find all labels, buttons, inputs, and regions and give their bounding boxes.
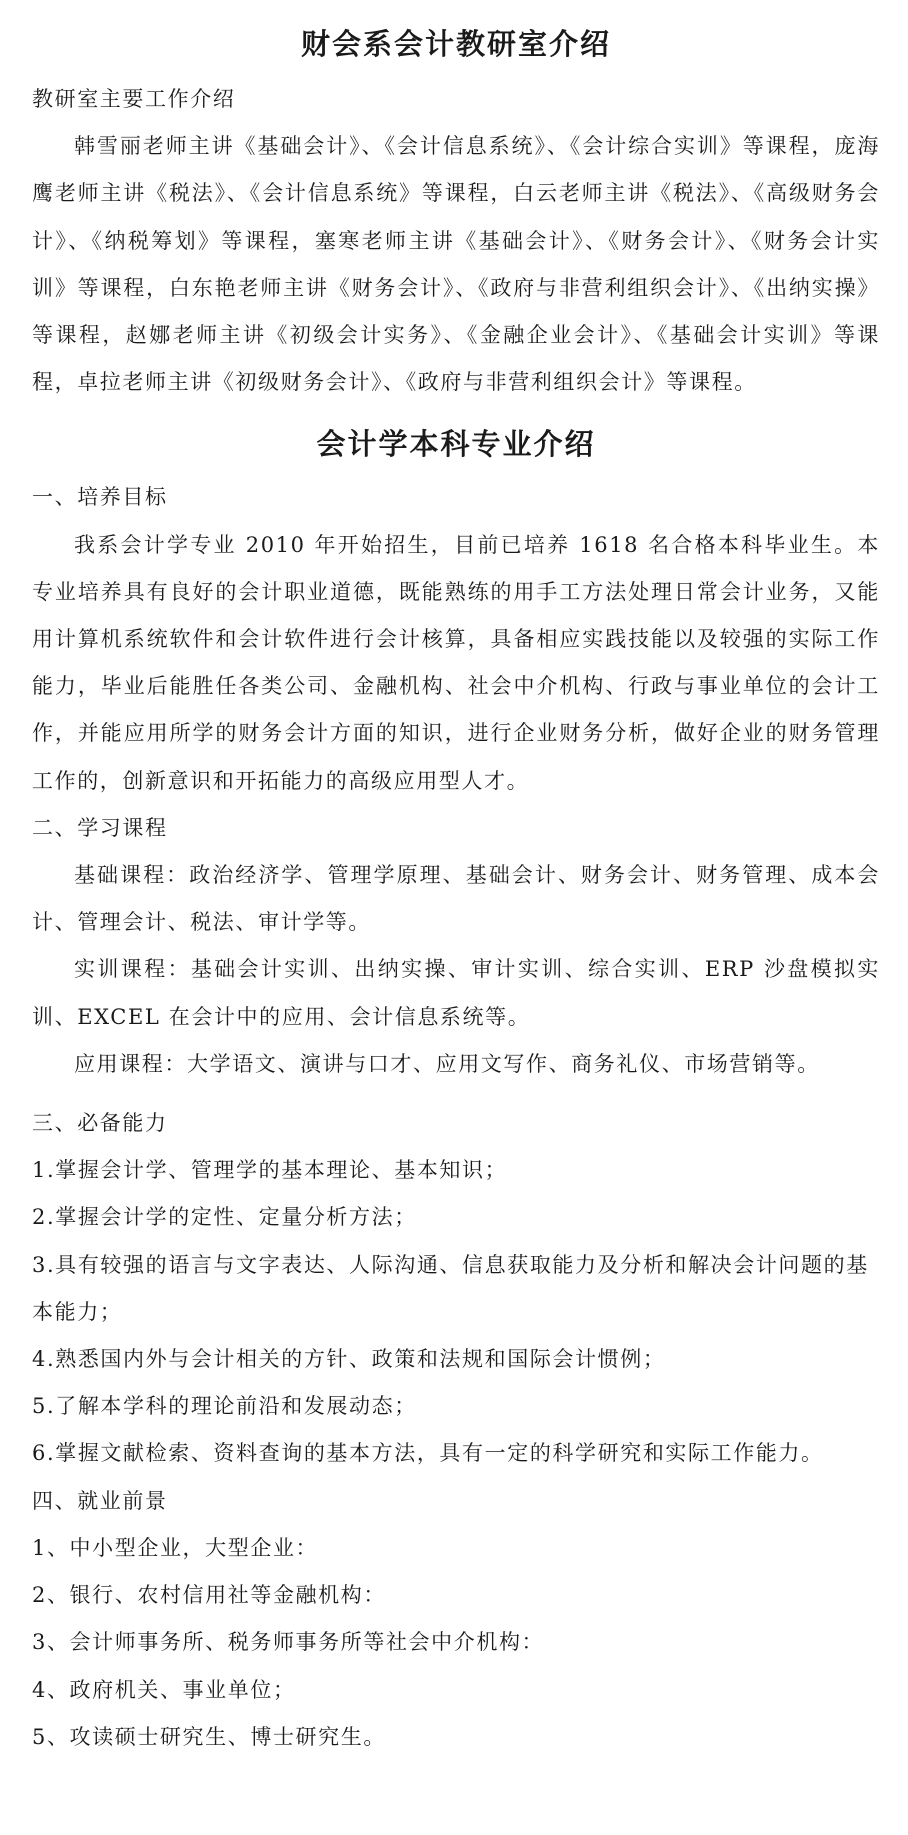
goal-paragraph: 我系会计学专业 2010 年开始招生，目前已培养 1618 名合格本科毕业生。本专业培养具有良好的会计职业道德，既能熟练的用手工方法处理日常会计业务，又能用计算机系统软件和会计软件进行会计核算，具备相应实践技能以及较强的实际工作能力，毕业后能胜任各类公司、金融机构、社会中介机构、行政与事业单位的会计工作，并能应用所学的财务会计方面的知识，进行企业财务分析，做好企业的财务管理工作的，创新意识和开拓能力的高级应用型人才。 — [32, 532, 880, 793]
career-item: 1、中小型企业，大型企业： — [32, 1535, 319, 1560]
ability-item: 4.熟悉国内外与会计相关的方针、政策和法规和国际会计惯例； — [32, 1347, 666, 1372]
careers-heading: 四、就业前景 — [32, 1488, 168, 1513]
abilities-heading: 三、必备能力 — [32, 1111, 168, 1136]
ability-item: 1.掌握会计学、管理学的基本理论、基本知识； — [32, 1158, 508, 1183]
office-subtitle: 教研室主要工作介绍 — [32, 87, 236, 111]
ability-item: 5.了解本学科的理论前沿和发展动态； — [32, 1394, 417, 1419]
section-gap — [32, 1088, 880, 1100]
ability-item: 3.具有较强的语言与文字表达、人际沟通、信息获取能力及分析和解决会计问题的基本能力； — [32, 1252, 869, 1324]
ability-item: 2.掌握会计学的定性、定量分析方法； — [32, 1205, 417, 1230]
career-item: 3、会计师事务所、税务师事务所等社会中介机构： — [32, 1630, 545, 1655]
page-title: 财会系会计教研室介绍 — [300, 27, 611, 61]
applied-courses: 应用课程：大学语文、演讲与口才、应用文写作、商务礼仪、市场营销等。 — [74, 1051, 820, 1076]
career-item: 4、政府机关、事业单位； — [32, 1677, 296, 1702]
major-title: 会计学本科专业介绍 — [316, 427, 596, 462]
office-paragraph: 韩雪丽老师主讲《基础会计》、《会计信息系统》、《会计综合实训》等课程，庞海鹰老师主讲《税法》、《会计信息系统》等课程，白云老师主讲《税法》、《高级财务会计》、《纳税筹划》等课程，塞寒老师主讲《基础会计》、《财务会计》、《财务会计实训》等课程，白东艳老师主讲《财务会计》、《政府与非营利组织会计》、《出纳实操》等课程，赵娜老师主讲《初级会计实务》、《金融企业会计》、《基础会计实训》等课程，卓拉老师主讲《初级财务会计》、《政府与非营利组织会计》等课程。 — [32, 134, 880, 395]
career-item: 5、攻读硕士研究生、博士研究生。 — [32, 1724, 386, 1749]
basic-courses: 基础课程：政治经济学、管理学原理、基础会计、财务会计、财务管理、成本会计、管理会计、税法、审计学等。 — [32, 863, 880, 935]
goal-heading: 一、培养目标 — [32, 485, 168, 510]
ability-item: 6.掌握文献检索、资料查询的基本方法，具有一定的科学研究和实际工作能力。 — [32, 1441, 824, 1466]
practice-courses: 实训课程：基础会计实训、出纳实操、审计实训、综合实训、ERP 沙盘模拟实训、EXCEL 在会计中的应用、会计信息系统等。 — [32, 957, 880, 1029]
courses-heading: 二、学习课程 — [32, 815, 168, 840]
career-item: 2、银行、农村信用社等金融机构： — [32, 1583, 386, 1608]
